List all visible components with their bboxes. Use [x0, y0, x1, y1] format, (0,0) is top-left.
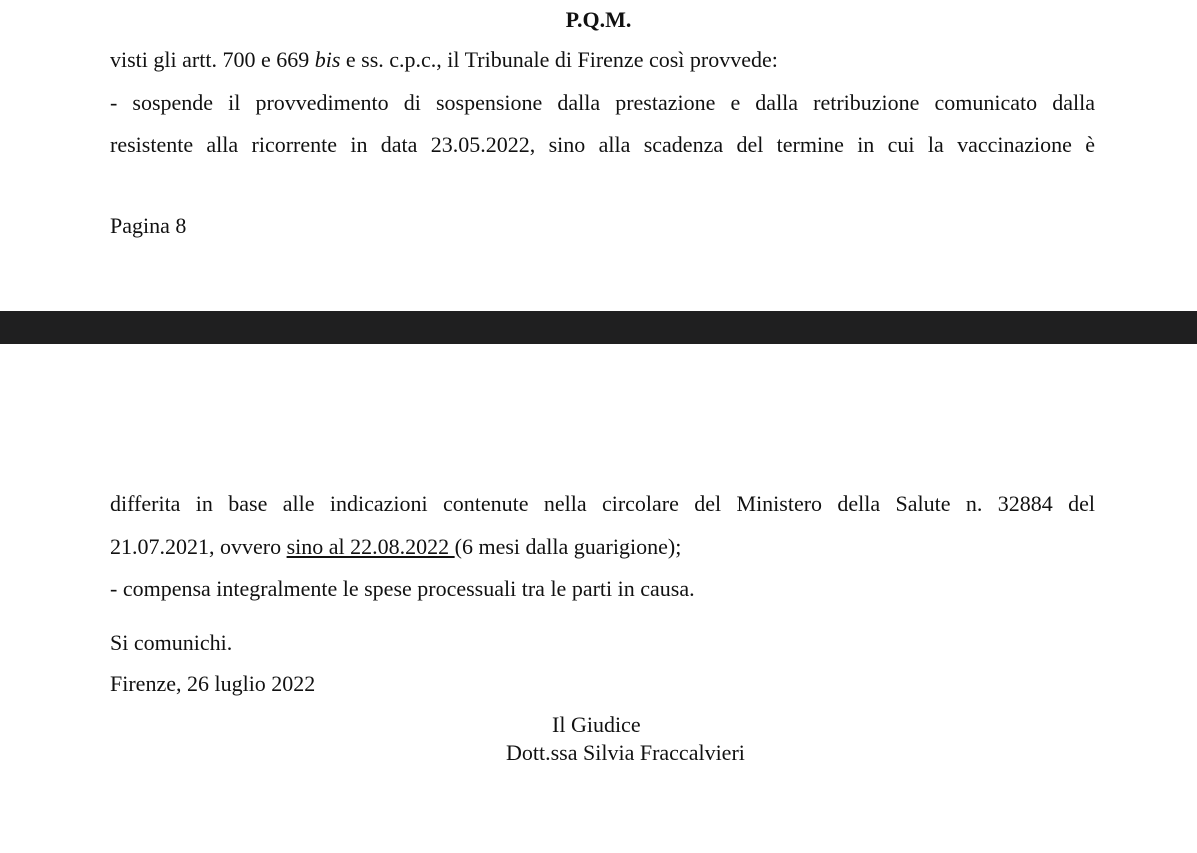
text-segment: (6 mesi dalla guarigione);	[454, 534, 682, 559]
text-line-suspension: - sospende il provvedimento di sospensione dalla prestazione e dalla retribuzione comunicato dalla	[110, 90, 1095, 115]
closing-text: Si comunichi.	[110, 630, 233, 655]
section-heading: P.Q.M.	[565, 7, 632, 32]
underlined-text: sino al 22.08.2022	[286, 534, 455, 559]
page-separator-bar	[0, 311, 1197, 344]
italic-text: bis	[314, 47, 341, 72]
text-segment: e ss. c.p.c., il Tribunale di Firenze così provvede:	[340, 47, 778, 72]
text-line-differita: differita in base alle indicazioni contenute nella circolare del Ministero della Salute n. 32884 del	[110, 491, 1095, 516]
text-line-resistente: resistente alla ricorrente in data 23.05.2022, sino alla scadenza del termine in cui la vaccinazione è	[110, 132, 1095, 157]
text-line-spese: - compensa integralmente le spese processuali tra le parti in causa.	[110, 576, 695, 601]
text-line-legal-basis	[110, 46, 778, 74]
page-number: Pagina 8	[110, 213, 187, 238]
signature-title: Il Giudice	[552, 712, 641, 737]
text-segment: 21.07.2021, ovvero	[110, 534, 287, 559]
signature-name: Dott.ssa Silvia Fraccalvieri	[506, 740, 745, 765]
text-segment: visti gli artt. 700 e 669	[110, 47, 315, 72]
text-line-date-range	[110, 533, 681, 561]
place-date: Firenze, 26 luglio 2022	[110, 671, 316, 696]
